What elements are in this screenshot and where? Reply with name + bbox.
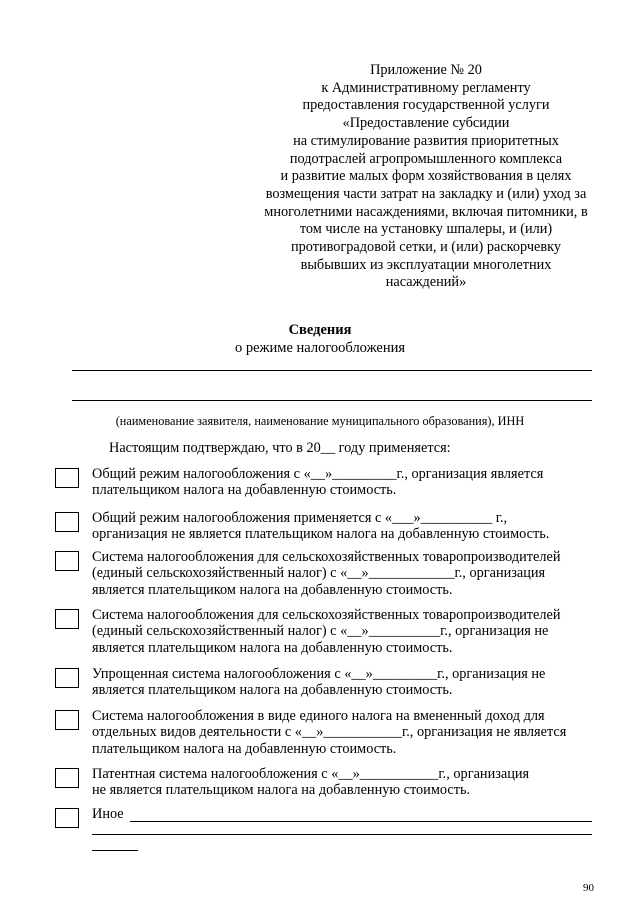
- option-text: [92, 806, 602, 822]
- option-line: Иное: [92, 806, 124, 822]
- option-text: [92, 666, 602, 699]
- option-line: Система налогообложения для сельскохозяйственных товаропроизводителей: [92, 549, 561, 565]
- option-text: [92, 607, 602, 656]
- appendix-line: предоставления государственной услуги: [302, 97, 550, 114]
- appendix-header: [240, 62, 612, 292]
- other-fill-line[interactable]: [130, 821, 592, 822]
- option-text: [92, 708, 602, 757]
- appendix-line: на стимулирование развития приоритетных: [293, 132, 559, 149]
- applicant-name-line-1[interactable]: [72, 370, 592, 371]
- option-line: не является плательщиком налога на добавленную стоимость.: [92, 782, 471, 799]
- checkbox[interactable]: [55, 768, 79, 788]
- other-fill-line-2[interactable]: [92, 834, 592, 835]
- form-title-block: [0, 321, 640, 357]
- appendix-line: насаждений»: [385, 274, 467, 291]
- option-line: является плательщиком налога на добавленную стоимость.: [92, 682, 453, 699]
- option-line: является плательщиком налога на добавленную стоимость.: [92, 581, 453, 598]
- option-line: Упрощенная система налогообложения с «__»_________г., организация не: [92, 666, 546, 682]
- checkbox[interactable]: [55, 710, 79, 730]
- checkbox[interactable]: [55, 808, 79, 828]
- option-line: (единый сельскохозяйственный налог) с «__»__________г., организация не: [92, 623, 549, 640]
- option-line: отдельных видов деятельности с «__»___________г., организация не является: [92, 724, 567, 741]
- option-line: Система налогообложения в виде единого налога на вмененный доход для: [92, 708, 545, 724]
- appendix-line: том числе на установку шпалеры, и (или): [299, 221, 553, 238]
- option-line: плательщиком налога на добавленную стоимость.: [92, 482, 397, 499]
- option-text: [92, 510, 602, 543]
- option-text: [92, 466, 602, 499]
- appendix-line: «Предоставление субсидии: [342, 115, 510, 132]
- option-text: [92, 766, 602, 799]
- appendix-line: подотраслей агропромышленного комплекса: [289, 150, 563, 167]
- option-line: является плательщиком налога на добавленную стоимость.: [92, 639, 453, 656]
- checkbox[interactable]: [55, 668, 79, 688]
- appendix-line: противоградовой сетки, и (или) раскорчевку: [290, 239, 562, 256]
- appendix-line: к Административному регламенту: [321, 79, 531, 96]
- option-line: Патентная система налогообложения с «__»___________г., организация: [92, 766, 530, 782]
- checkbox[interactable]: [55, 512, 79, 532]
- option-line: Система налогообложения для сельскохозяйственных товаропроизводителей: [92, 607, 561, 623]
- option-line: организация не является плательщиком налога на добавленную стоимость.: [92, 526, 550, 543]
- checkbox[interactable]: [55, 468, 79, 488]
- checkbox[interactable]: [55, 551, 79, 571]
- appendix-line: возмещения части затрат на закладку и (или) уход за: [265, 185, 587, 202]
- option-line: Общий режим налогообложения с «__»_________г., организация является: [92, 466, 544, 482]
- page-number: 90: [583, 882, 594, 894]
- applicant-caption: (наименование заявителя, наименование муниципального образования), ИНН: [115, 414, 525, 428]
- option-line: Общий режим налогообложения применяется с «___»__________ г.,: [92, 510, 508, 526]
- option-text: [92, 549, 602, 598]
- applicant-name-line-2[interactable]: [72, 400, 592, 401]
- footnote-separator: [92, 850, 138, 851]
- intro-text: Настоящим подтверждаю, что в 20__ году применяется:: [109, 440, 451, 456]
- appendix-line: многолетними насаждениями, включая питомники, в: [264, 203, 588, 220]
- appendix-line: выбывших из эксплуатации многолетних: [300, 256, 552, 273]
- appendix-line: и развитие малых форм хозяйствования в целях: [280, 168, 572, 185]
- checkbox[interactable]: [55, 609, 79, 629]
- option-line: (единый сельскохозяйственный налог) с «__»____________г., организация: [92, 565, 546, 582]
- option-line: плательщиком налога на добавленную стоимость.: [92, 740, 397, 757]
- appendix-line: Приложение № 20: [370, 62, 482, 78]
- form-subtitle: о режиме налогообложения: [234, 340, 406, 356]
- form-title: Сведения: [288, 322, 352, 338]
